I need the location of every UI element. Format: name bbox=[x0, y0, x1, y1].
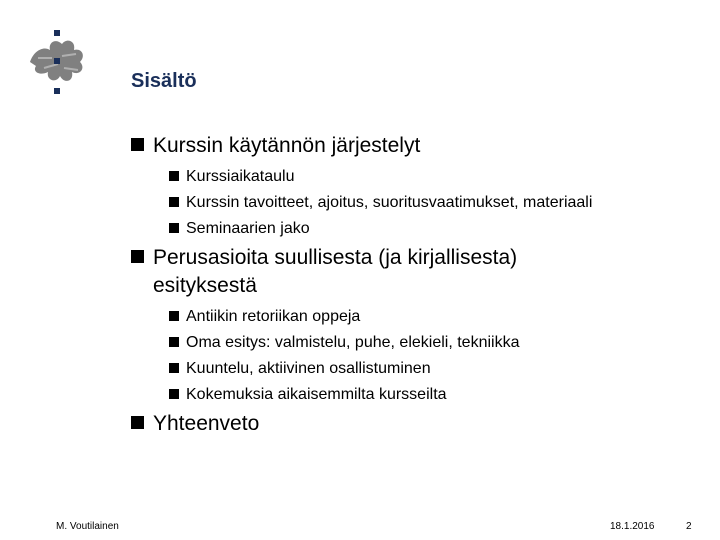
square-bullet-icon bbox=[169, 311, 179, 321]
square-bullet-icon bbox=[169, 171, 179, 181]
footer-author: M. Voutilainen bbox=[56, 521, 119, 532]
sub-list-item-text: Kuuntelu, aktiivinen osallistuminen bbox=[186, 360, 431, 377]
sub-list-item-text: Kokemuksia aikaisemmilta kursseilta bbox=[186, 386, 447, 403]
list-group bbox=[131, 244, 711, 405]
slide-title: Sisältö bbox=[131, 70, 197, 92]
list-item-text: Yhteenveto bbox=[153, 412, 260, 435]
sub-list-item bbox=[169, 192, 711, 213]
sub-list-item bbox=[169, 358, 711, 379]
sub-list-item-text: Oma esitys: valmistelu, puhe, elekieli, tekniikka bbox=[186, 334, 520, 351]
square-bullet-icon bbox=[169, 363, 179, 373]
bullet-list bbox=[131, 132, 711, 444]
footer-date: 18.1.2016 bbox=[610, 521, 655, 532]
square-bullet-icon bbox=[169, 197, 179, 207]
page-number: 2 bbox=[686, 521, 692, 532]
sub-list-item bbox=[169, 332, 711, 353]
university-logo-icon bbox=[24, 28, 90, 100]
square-bullet-icon bbox=[131, 416, 144, 429]
list-item-text: Kurssin käytännön järjestelyt bbox=[153, 134, 421, 157]
sub-list-item bbox=[169, 384, 711, 405]
square-bullet-icon bbox=[169, 389, 179, 399]
square-bullet-icon bbox=[169, 223, 179, 233]
sub-list-item-text: Antiikin retoriikan oppeja bbox=[186, 308, 361, 325]
list-item-text: Perusasioita suullisesta (ja kirjallisesta) esityksestä bbox=[153, 246, 518, 297]
square-bullet-icon bbox=[131, 138, 144, 151]
list-group bbox=[131, 132, 711, 239]
list-group bbox=[131, 410, 711, 438]
sub-list-item bbox=[169, 306, 711, 327]
square-bullet-icon bbox=[169, 337, 179, 347]
sub-list-item bbox=[169, 218, 711, 239]
square-bullet-icon bbox=[131, 250, 144, 263]
list-item bbox=[131, 244, 603, 300]
list-item bbox=[131, 132, 711, 160]
sub-list-item-text: Kurssiaikataulu bbox=[186, 168, 295, 185]
list-item bbox=[131, 410, 711, 438]
sub-list-item-text: Kurssin tavoitteet, ajoitus, suoritusvaatimukset, materiaali bbox=[186, 194, 593, 211]
sub-list-item-text: Seminaarien jako bbox=[186, 220, 310, 237]
sub-list-item bbox=[169, 166, 711, 187]
